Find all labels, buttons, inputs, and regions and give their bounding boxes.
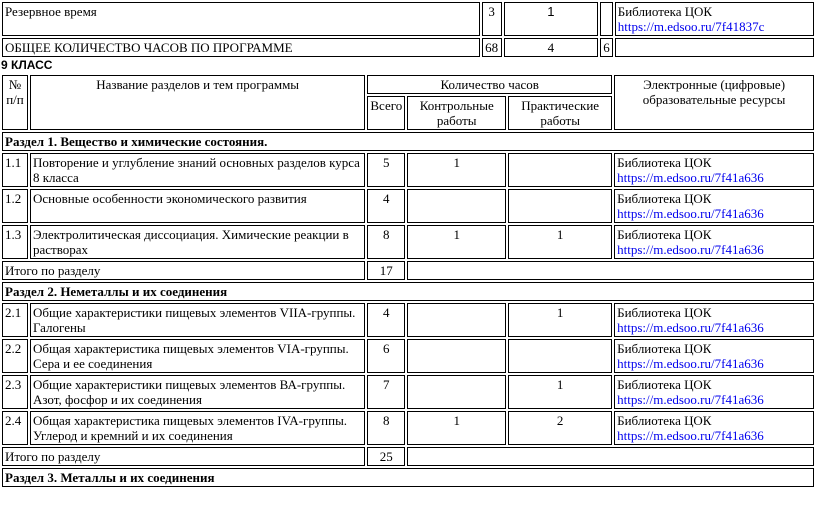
resource-label: Библиотека ЦОК bbox=[617, 305, 712, 320]
row-num: 1.3 bbox=[2, 225, 28, 259]
resource-label: Библиотека ЦОК bbox=[617, 227, 712, 242]
section-subtotal-row bbox=[2, 447, 814, 466]
row-control bbox=[407, 375, 506, 409]
header-practical: Практические работы bbox=[508, 96, 612, 130]
overall-hours-practical: 6 bbox=[600, 38, 613, 57]
table-row bbox=[2, 411, 814, 445]
previous-grade-summary-table bbox=[0, 0, 816, 59]
table-row bbox=[2, 303, 814, 337]
row-control: 1 bbox=[407, 411, 506, 445]
row-num: 2.4 bbox=[2, 411, 28, 445]
row-resource bbox=[614, 339, 814, 373]
row-total: 6 bbox=[367, 339, 405, 373]
row-num: 1.1 bbox=[2, 153, 28, 187]
header-num: № п/п bbox=[2, 75, 28, 130]
reserve-time-label: Резервное время bbox=[2, 2, 480, 36]
header-total: Всего bbox=[367, 96, 405, 130]
section-subtotal-row bbox=[2, 261, 814, 280]
row-total: 8 bbox=[367, 225, 405, 259]
row-practical bbox=[508, 153, 612, 187]
row-resource bbox=[614, 153, 814, 187]
overall-hours-label: ОБЩЕЕ КОЛИЧЕСТВО ЧАСОВ ПО ПРОГРАММЕ bbox=[2, 38, 480, 57]
subtotal-value: 17 bbox=[367, 261, 405, 280]
resource-label: Библиотека ЦОК bbox=[617, 341, 712, 356]
row-practical: 2 bbox=[508, 411, 612, 445]
overall-hours-row bbox=[2, 38, 814, 57]
header-control: Контрольные работы bbox=[407, 96, 506, 130]
row-num: 2.1 bbox=[2, 303, 28, 337]
subtotal-label: Итого по разделу bbox=[2, 261, 365, 280]
resource-link[interactable]: https://m.edsoo.ru/7f41a636 bbox=[617, 170, 764, 185]
row-resource bbox=[614, 189, 814, 223]
row-name: Повторение и углубление знаний основных разделов курса 8 класса bbox=[30, 153, 365, 187]
section-title: Раздел 2. Неметаллы и их соединения bbox=[2, 282, 814, 301]
table-header-row bbox=[2, 75, 814, 94]
curriculum-table bbox=[0, 73, 816, 489]
row-practical: 1 bbox=[508, 225, 612, 259]
row-name: Общая характеристика пищевых элементов VIA-группы. Сера и ее соединения bbox=[30, 339, 365, 373]
row-practical: 1 bbox=[508, 375, 612, 409]
reserve-time-total: 3 bbox=[482, 2, 502, 36]
section-title: Раздел 1. Вещество и химические состояния. bbox=[2, 132, 814, 151]
resource-link[interactable]: https://m.edsoo.ru/7f41837c bbox=[617, 19, 765, 34]
row-resource bbox=[614, 411, 814, 445]
table-row bbox=[2, 189, 814, 223]
row-control bbox=[407, 303, 506, 337]
resource-link[interactable]: https://m.edsoo.ru/7f41a636 bbox=[617, 320, 764, 335]
overall-hours-resource bbox=[615, 38, 814, 57]
reserve-time-control: 1 bbox=[504, 2, 599, 36]
header-hours: Количество часов bbox=[367, 75, 612, 94]
subtotal-label: Итого по разделу bbox=[2, 447, 365, 466]
resource-link[interactable]: https://m.edsoo.ru/7f41a636 bbox=[617, 428, 764, 443]
row-practical bbox=[508, 189, 612, 223]
section-title-row bbox=[2, 282, 814, 301]
row-total: 8 bbox=[367, 411, 405, 445]
resource-label: Библиотека ЦОК bbox=[617, 413, 712, 428]
row-total: 4 bbox=[367, 303, 405, 337]
row-total: 5 bbox=[367, 153, 405, 187]
reserve-time-practical bbox=[600, 2, 613, 36]
subtotal-value: 25 bbox=[367, 447, 405, 466]
subtotal-empty bbox=[407, 261, 814, 280]
row-name: Основные особенности экономического развития bbox=[30, 189, 365, 223]
row-control: 1 bbox=[407, 225, 506, 259]
reserve-time-resource bbox=[615, 2, 814, 36]
resource-link[interactable]: https://m.edsoo.ru/7f41a636 bbox=[617, 392, 764, 407]
row-practical bbox=[508, 339, 612, 373]
resource-label: Библиотека ЦОК bbox=[617, 4, 713, 19]
row-total: 7 bbox=[367, 375, 405, 409]
row-practical: 1 bbox=[508, 303, 612, 337]
resource-link[interactable]: https://m.edsoo.ru/7f41a636 bbox=[617, 356, 764, 371]
overall-hours-total: 68 bbox=[482, 38, 502, 57]
table-row bbox=[2, 153, 814, 187]
resource-label: Библиотека ЦОК bbox=[617, 155, 712, 170]
resource-label: Библиотека ЦОК bbox=[617, 191, 712, 206]
row-num: 2.2 bbox=[2, 339, 28, 373]
row-resource bbox=[614, 375, 814, 409]
resource-link[interactable]: https://m.edsoo.ru/7f41a636 bbox=[617, 242, 764, 257]
resource-label: Библиотека ЦОК bbox=[617, 377, 712, 392]
row-num: 2.3 bbox=[2, 375, 28, 409]
row-control bbox=[407, 339, 506, 373]
reserve-time-row bbox=[2, 2, 814, 36]
row-name: Общие характеристики пищевых элементов ВА-группы. Азот, фосфор и их соединения bbox=[30, 375, 365, 409]
row-control: 1 bbox=[407, 153, 506, 187]
row-control bbox=[407, 189, 506, 223]
table-row bbox=[2, 225, 814, 259]
header-resources: Электронные (цифровые) образовательные ресурсы bbox=[614, 75, 814, 130]
section-title: Раздел 3. Металлы и их соединения bbox=[2, 468, 814, 487]
subtotal-empty bbox=[407, 447, 814, 466]
row-total: 4 bbox=[367, 189, 405, 223]
header-name: Название разделов и тем программы bbox=[30, 75, 365, 130]
row-name: Электролитическая диссоциация. Химические реакции в растворах bbox=[30, 225, 365, 259]
resource-link[interactable]: https://m.edsoo.ru/7f41a636 bbox=[617, 206, 764, 221]
table-row bbox=[2, 339, 814, 373]
overall-hours-control: 4 bbox=[504, 38, 599, 57]
section-title-row bbox=[2, 468, 814, 487]
row-name: Общая характеристика пищевых элементов IVA-группы. Углерод и кремний и их соединения bbox=[30, 411, 365, 445]
row-resource bbox=[614, 225, 814, 259]
row-resource bbox=[614, 303, 814, 337]
table-row bbox=[2, 375, 814, 409]
row-name: Общие характеристики пищевых элементов VIIA-группы. Галогены bbox=[30, 303, 365, 337]
row-num: 1.2 bbox=[2, 189, 28, 223]
section-title-row bbox=[2, 132, 814, 151]
grade-title: 9 КЛАСС bbox=[1, 58, 53, 72]
